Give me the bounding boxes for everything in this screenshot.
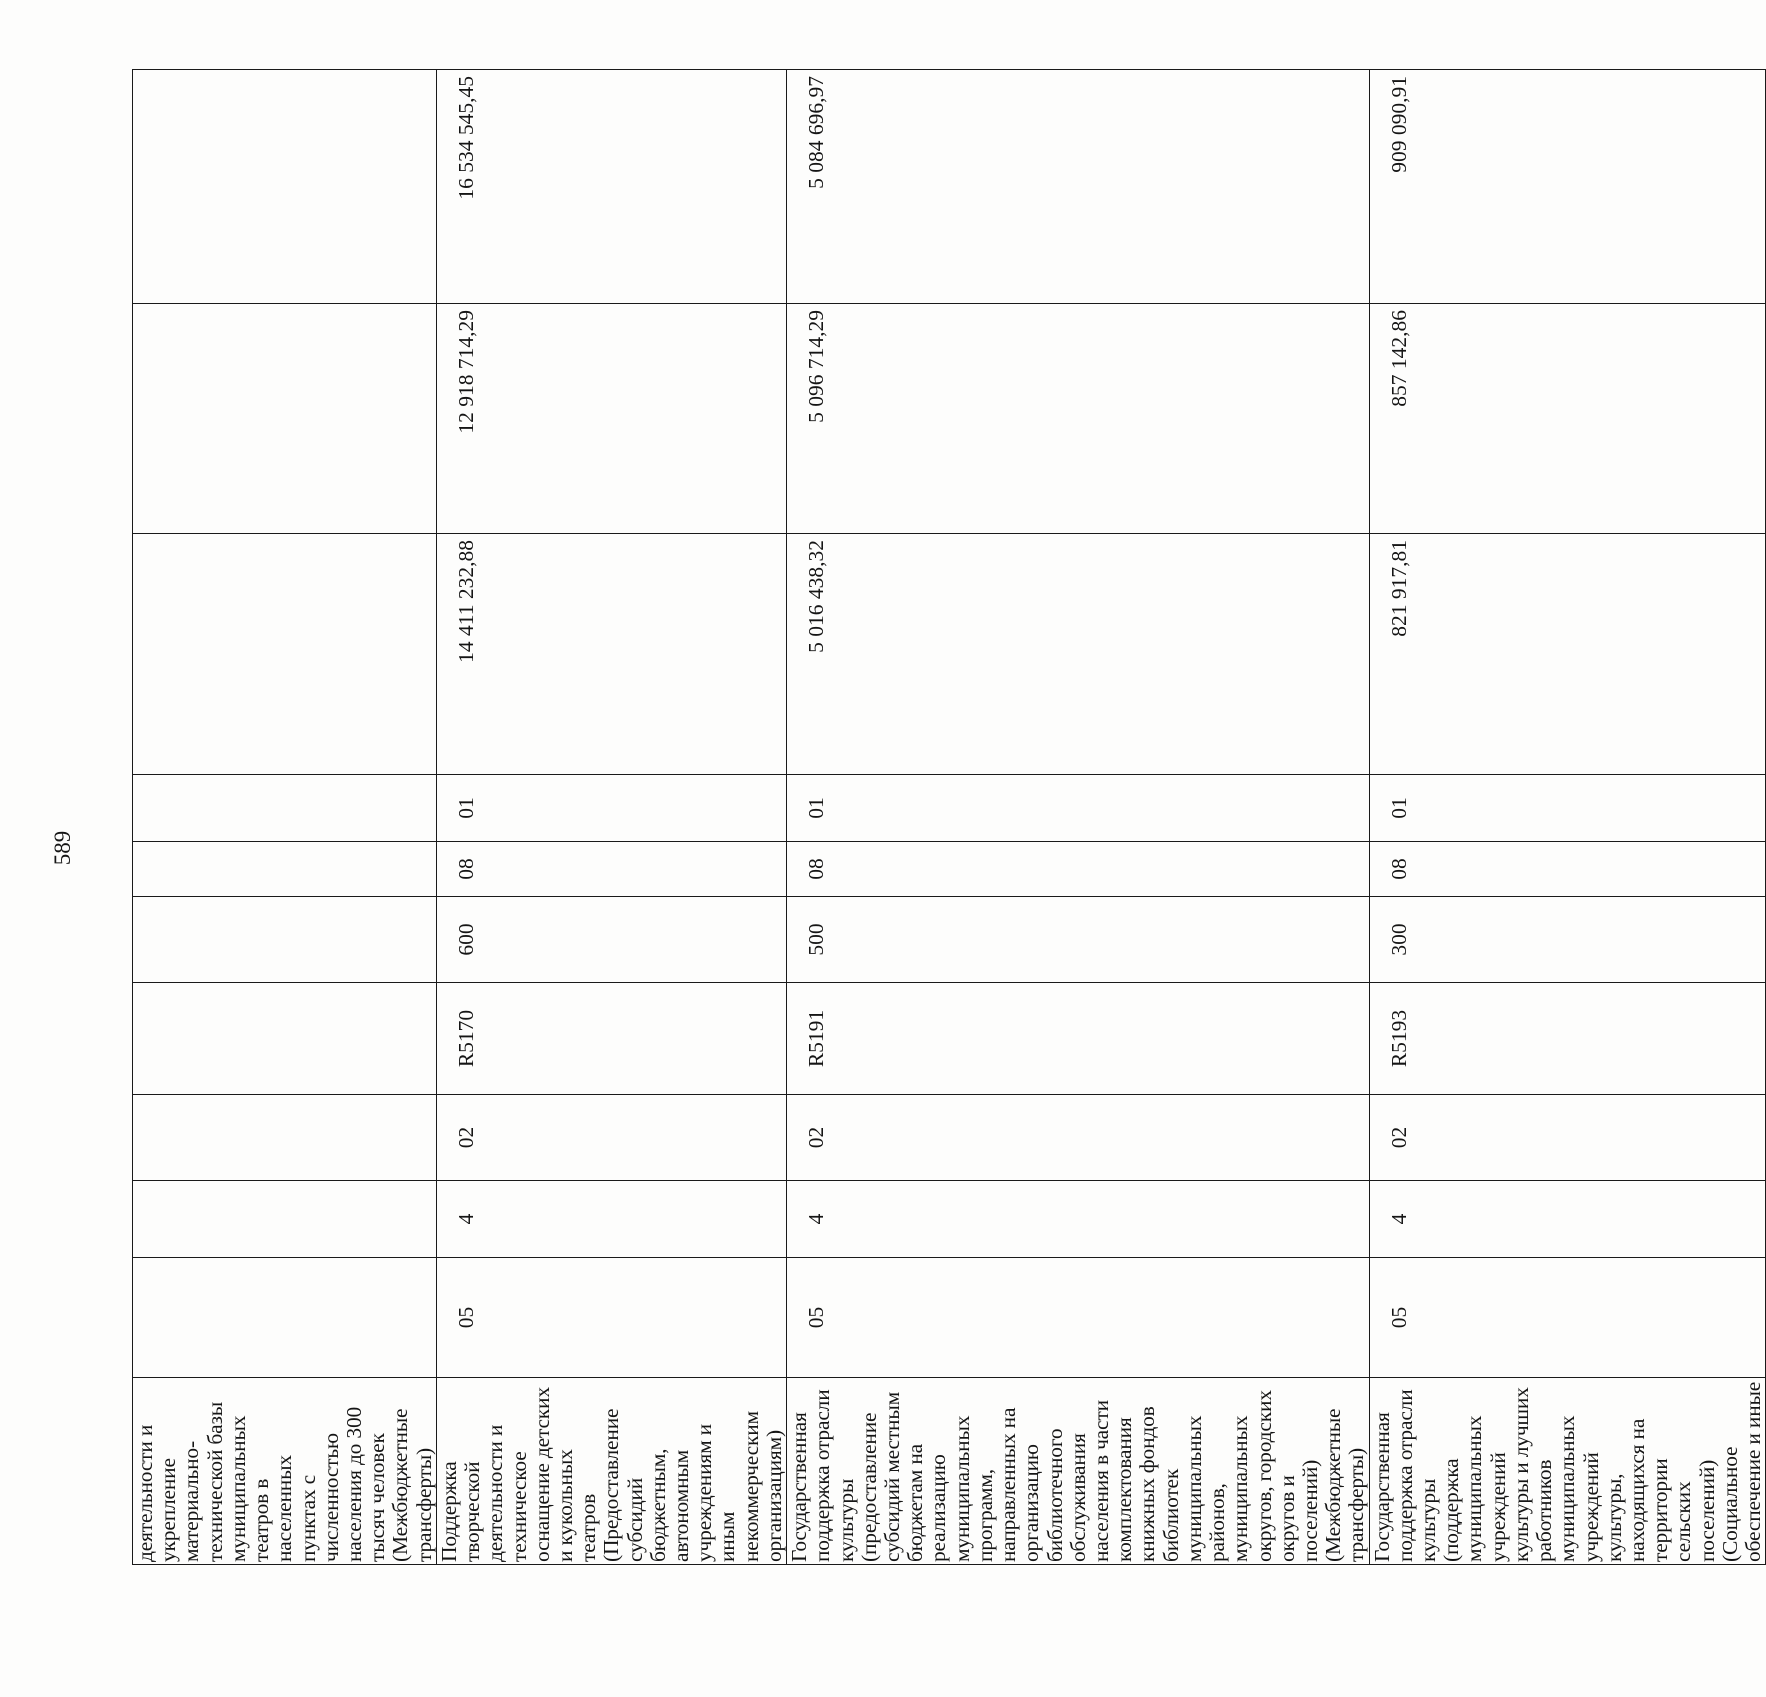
rotated-table-wrapper xyxy=(132,70,1766,1565)
code-cell-4 xyxy=(133,983,437,1095)
table-row xyxy=(133,70,437,1565)
budget-table-sheet xyxy=(132,70,1766,1565)
code-cell-1: 05 xyxy=(436,1258,786,1378)
page-number: 589 xyxy=(50,830,75,866)
amount-cell-3 xyxy=(133,70,437,304)
code-cell-2: 4 xyxy=(1369,1181,1766,1258)
program-name-cell: Государственная поддержка отрасли культуры (поддержка муниципальных учреждений культуры и лучших работников муниципальных учреждений культуры, находящихся на территории сельских поселений) (Социальное обеспечение и иные xyxy=(1369,1378,1766,1565)
table-row xyxy=(787,70,1369,1565)
code-cell-7: 01 xyxy=(1369,775,1766,842)
table-row xyxy=(436,70,786,1565)
amount-cell-1: 821 917,81 xyxy=(1369,534,1766,775)
code-cell-3: 02 xyxy=(1369,1095,1766,1181)
code-cell-4: R5170 xyxy=(436,983,786,1095)
code-cell-1: 05 xyxy=(787,1258,1369,1378)
amount-cell-1 xyxy=(133,534,437,775)
code-cell-6: 08 xyxy=(1369,842,1766,897)
amount-cell-3: 5 084 696,97 xyxy=(787,70,1369,304)
code-cell-2: 4 xyxy=(436,1181,786,1258)
program-name-cell: Поддержка творческой деятельности и техническое оснащение детских и кукольных театров (Предоставление субсидий бюджетным, автономным учреждениям и иным некоммерческим организациям) xyxy=(436,1378,786,1565)
amount-cell-1: 14 411 232,88 xyxy=(436,534,786,775)
amount-cell-3: 16 534 545,45 xyxy=(436,70,786,304)
amount-cell-2: 857 142,86 xyxy=(1369,304,1766,534)
code-cell-7: 01 xyxy=(436,775,786,842)
program-name-cell: Государственная поддержка отрасли культуры (предоставление субсидий местным бюджетам на реализацию муниципальных программ, направленных на организацию библиотечного обслуживания населения в части комплектования книжных фондов библиотек муниципальных районов, муниципальных округов, городских округов и поселений) (Межбюджетные трансферты) xyxy=(787,1378,1369,1565)
code-cell-2: 4 xyxy=(787,1181,1369,1258)
code-cell-6: 08 xyxy=(787,842,1369,897)
code-cell-5: 300 xyxy=(1369,897,1766,983)
code-cell-4: R5193 xyxy=(1369,983,1766,1095)
code-cell-7: 01 xyxy=(787,775,1369,842)
code-cell-2 xyxy=(133,1181,437,1258)
amount-cell-2 xyxy=(133,304,437,534)
amount-cell-2: 5 096 714,29 xyxy=(787,304,1369,534)
budget-table xyxy=(132,69,1766,1565)
code-cell-4: R5191 xyxy=(787,983,1369,1095)
code-cell-3 xyxy=(133,1095,437,1181)
code-cell-1: 05 xyxy=(1369,1258,1766,1378)
amount-cell-2: 12 918 714,29 xyxy=(436,304,786,534)
code-cell-1 xyxy=(133,1258,437,1378)
code-cell-6: 08 xyxy=(436,842,786,897)
code-cell-3: 02 xyxy=(787,1095,1369,1181)
table-row xyxy=(1369,70,1766,1565)
amount-cell-1: 5 016 438,32 xyxy=(787,534,1369,775)
code-cell-5: 600 xyxy=(436,897,786,983)
code-cell-3: 02 xyxy=(436,1095,786,1181)
code-cell-5: 500 xyxy=(787,897,1369,983)
program-name-cell: деятельности и укрепление материально-технической базы муниципальных театров в населенных пунктах с численностью населения до 300 тысяч человек (Межбюджетные трансферты) xyxy=(133,1378,437,1565)
code-cell-6 xyxy=(133,842,437,897)
code-cell-7 xyxy=(133,775,437,842)
code-cell-5 xyxy=(133,897,437,983)
amount-cell-3: 909 090,91 xyxy=(1369,70,1766,304)
